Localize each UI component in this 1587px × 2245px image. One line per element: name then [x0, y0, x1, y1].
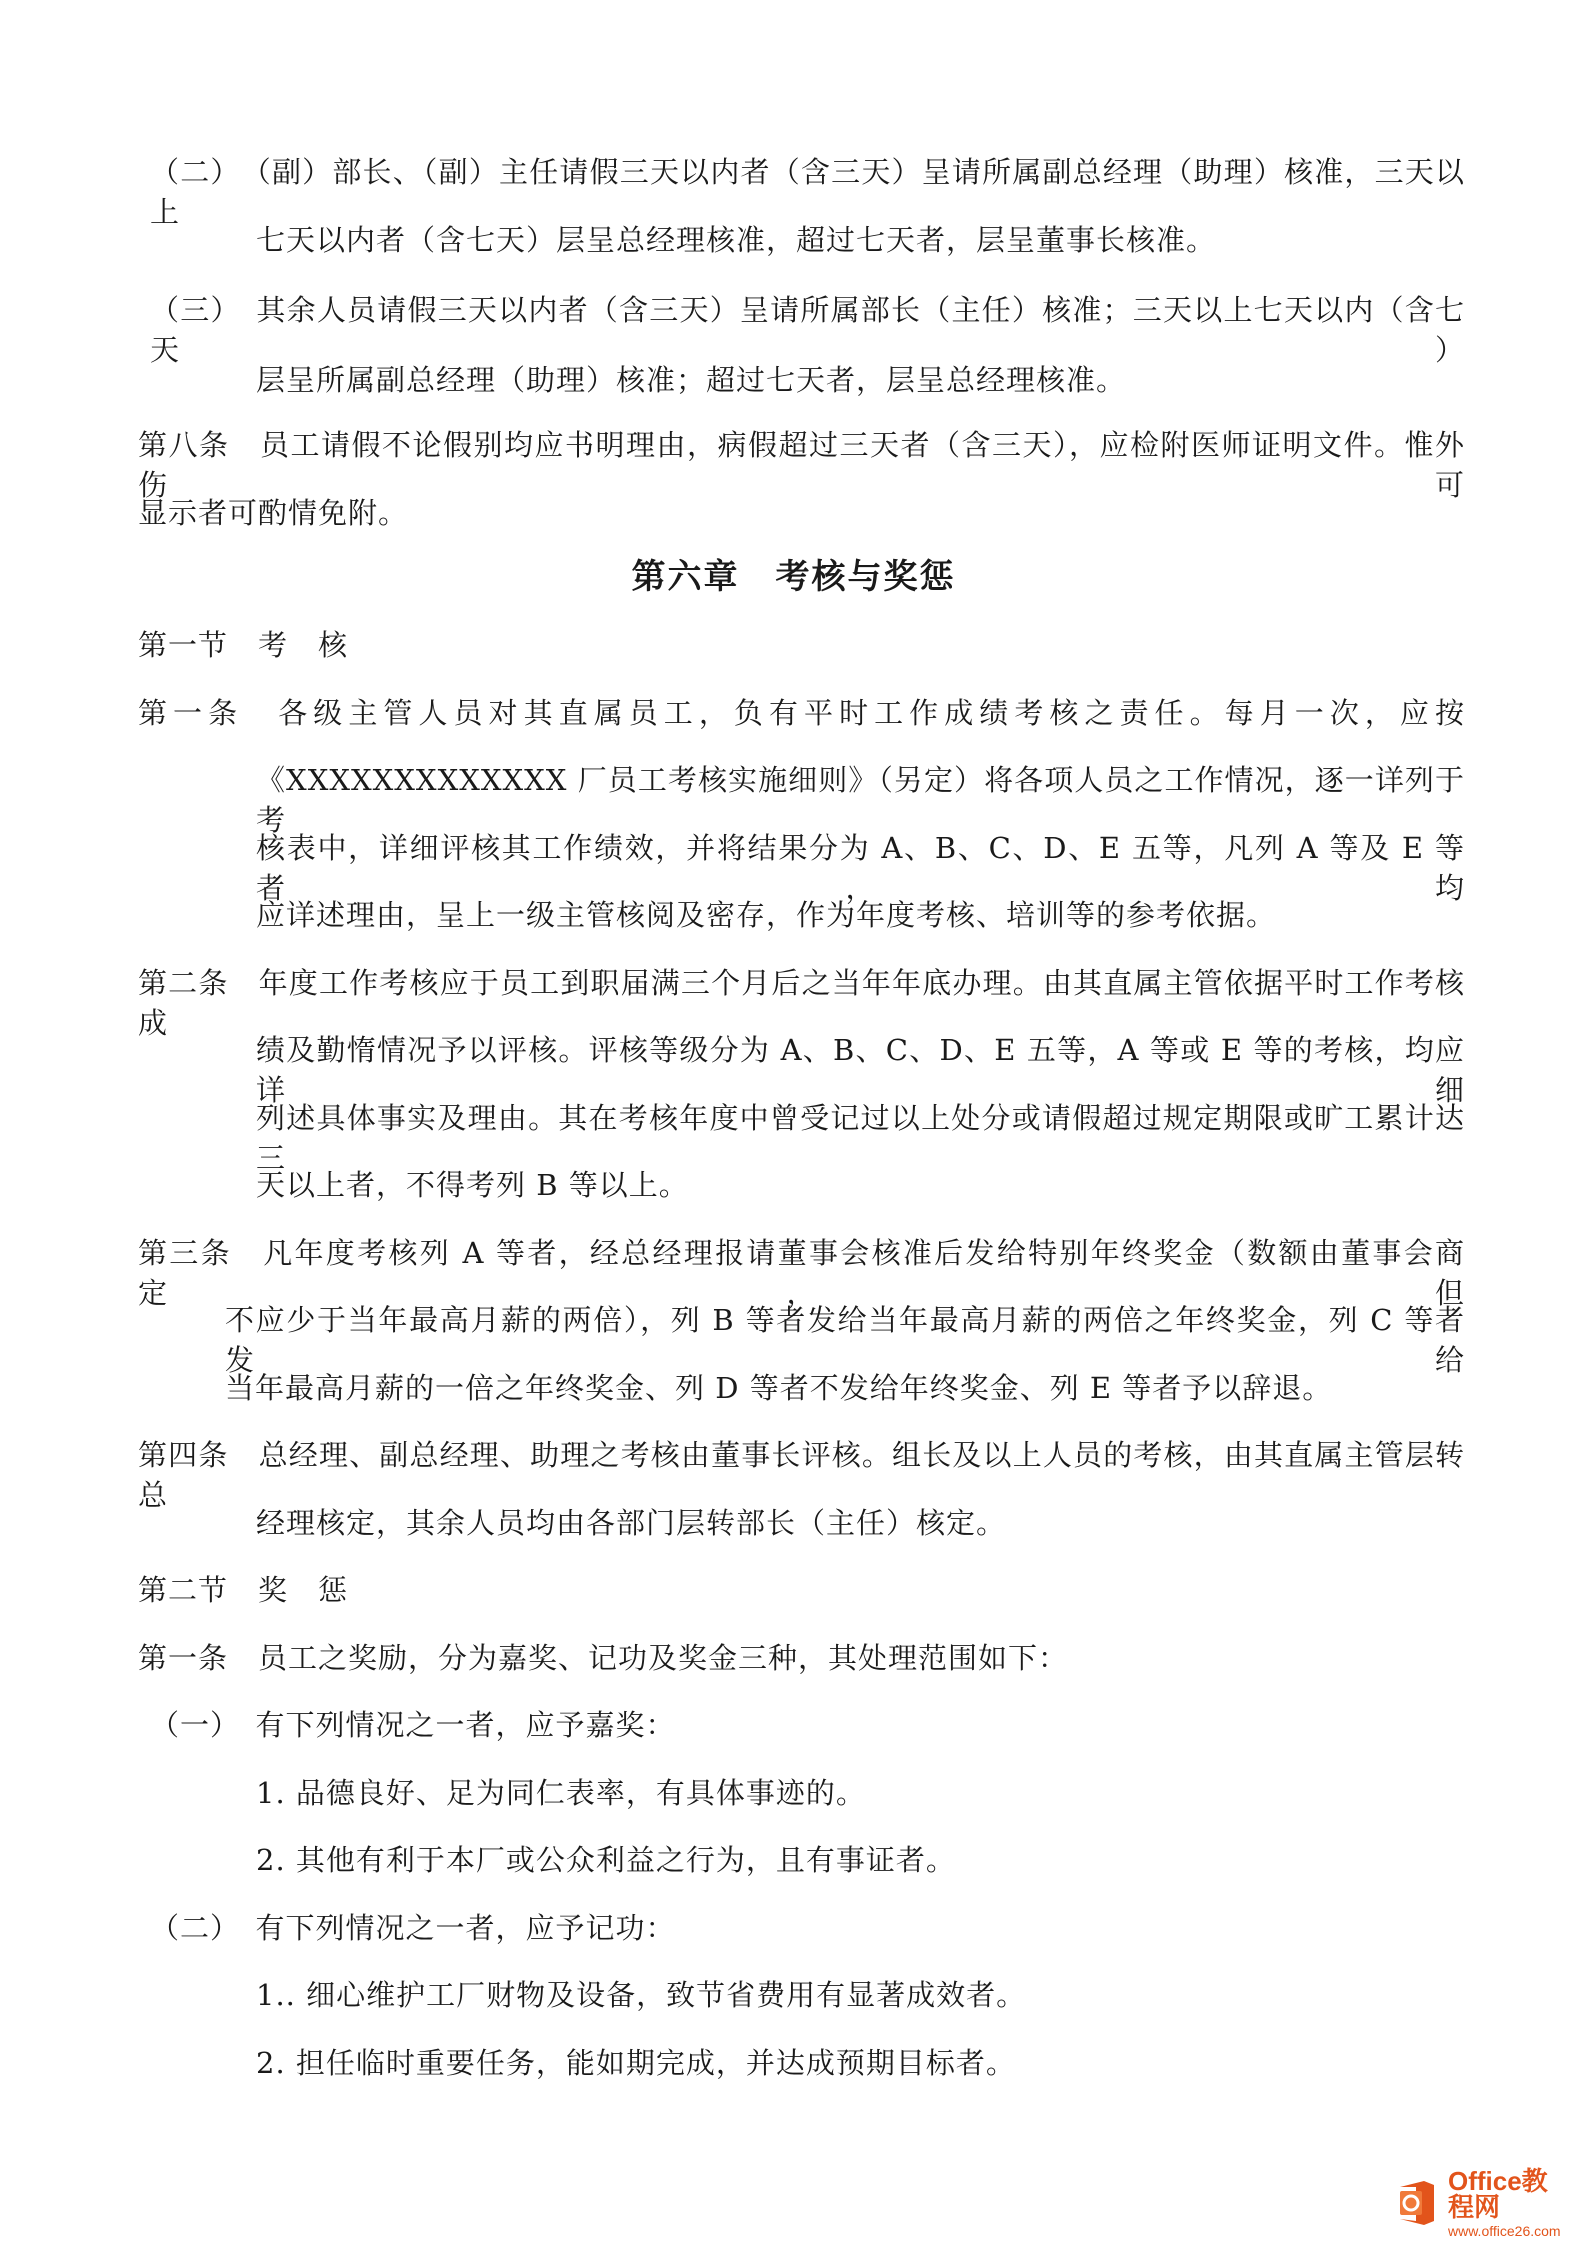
- section-heading: 第二节 奖 惩: [138, 1573, 349, 1607]
- text-line: 第八条 员工请假不论假别均应书明理由，病假超过三天者（含三天），应检附医师证明文件。惟外伤可: [138, 428, 1465, 502]
- text-line: 七天以内者（含七天）层呈总经理核准，超过七天者，层呈董事长核准。: [256, 223, 1217, 257]
- section-heading: 第一节 考 核: [138, 628, 349, 662]
- text-line: 天以上者，不得考列 B 等以上。: [256, 1168, 689, 1202]
- text-line: 第一条 各级主管人员对其直属员工，负有平时工作成绩考核之责任。每月一次，应按: [138, 696, 1465, 730]
- text-line: （二） （副）部长、（副）主任请假三天以内者（含三天）呈请所属副总经理（助理）核准，三天以上: [150, 155, 1465, 229]
- text-line: 第四条 总经理、副总经理、助理之考核由董事长评核。组长及以上人员的考核，由其直属主管层转总: [138, 1438, 1465, 1512]
- text-line: （三） 其余人员请假三天以内者（含三天）呈请所属部长（主任）核准；三天以上七天以内（含七天）: [150, 293, 1465, 367]
- list-item: 2. 其他有利于本厂或公众利益之行为，且有事证者。: [256, 1843, 956, 1877]
- text-line: 列述具体事实及理由。其在考核年度中曾受记过以上处分或请假超过规定期限或旷工累计达三: [256, 1101, 1465, 1175]
- watermark: [1390, 2166, 1570, 2239]
- watermark-url: www.office26.com: [1448, 2223, 1561, 2239]
- text-line: 当年最高月薪的一倍之年终奖金、列 D 等者不发给年终奖金、列 E 等者予以辞退。: [225, 1371, 1333, 1405]
- text-line: 核表中，详细评核其工作绩效，并将结果分为 A、B、C、D、E 五等，凡列 A 等及 E 等者，均: [256, 831, 1465, 905]
- text-line: 不应少于当年最高月薪的两倍），列 B 等者发给当年最高月薪的两倍之年终奖金，列 C 等者发给: [225, 1303, 1465, 1377]
- text-line: 第一条 员工之奖励，分为嘉奖、记功及奖金三种，其处理范围如下：: [138, 1641, 1069, 1675]
- list-item: 1. 品德良好、足为同仁表率，有具体事迹的。: [256, 1776, 866, 1810]
- text-line: 第二条 年度工作考核应于员工到职届满三个月后之当年年底办理。由其直属主管依据平时工作考核成: [138, 966, 1465, 1040]
- chapter-heading: 第六章 考核与奖惩: [631, 557, 956, 597]
- text-line: 应详述理由，呈上一级主管核阅及密存，作为年度考核、培训等的参考依据。: [256, 898, 1277, 932]
- text-line: 第三条 凡年度考核列 A 等者，经总经理报请董事会核准后发给特别年终奖金（数额由董事会商定，但: [138, 1236, 1465, 1310]
- list-item: 2. 担任临时重要任务，能如期完成，并达成预期目标者。: [256, 2046, 1016, 2080]
- watermark-title: Office教程网: [1448, 2166, 1548, 2222]
- text-line: （二） 有下列情况之一者，应予记功：: [150, 1911, 676, 1945]
- text-line: 绩及勤惰情况予以评核。评核等级分为 A、B、C、D、E 五等，A 等或 E 等的考核，均应详细: [256, 1033, 1465, 1107]
- text-line: 层呈所属副总经理（助理）核准；超过七天者，层呈总经理核准。: [256, 363, 1127, 397]
- office-logo-icon: [1390, 2177, 1442, 2229]
- text-line: 经理核定，其余人员均由各部门层转部长（主任）核定。: [256, 1506, 1007, 1540]
- list-item: 1.. 细心维护工厂财物及设备，致节省费用有显著成效者。: [256, 1978, 1027, 2012]
- text-line: 《XXXXXXXXXXXXX 厂员工考核实施细则》（另定）将各项人员之工作情况，逐一详列于考: [256, 763, 1465, 837]
- text-line: （一） 有下列情况之一者，应予嘉奖：: [150, 1708, 676, 1742]
- text-line: 显示者可酌情免附。: [138, 496, 409, 530]
